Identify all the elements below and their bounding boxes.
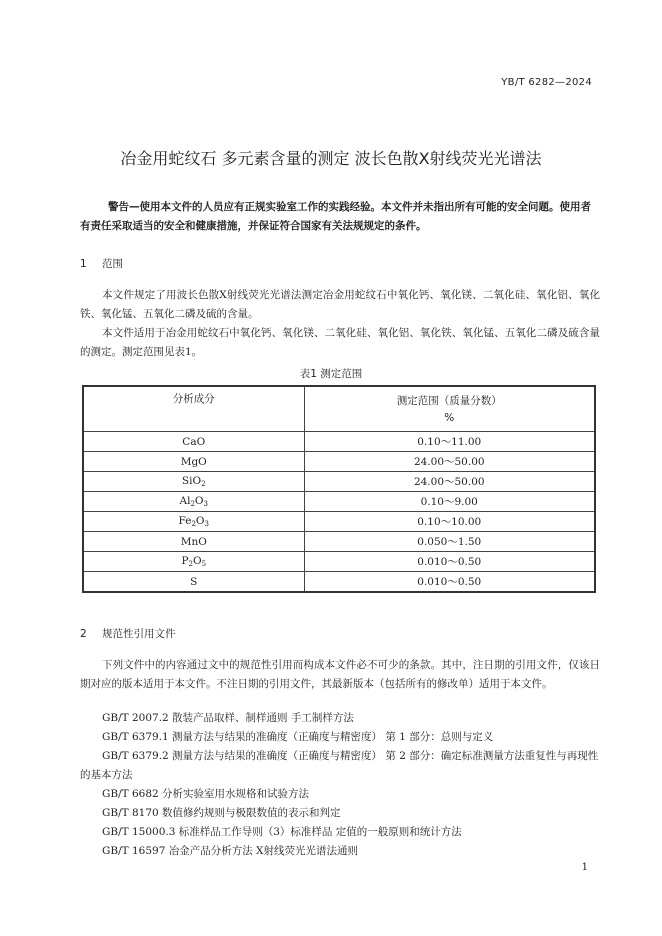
section-2-title: 规范性引用文件 [102, 628, 176, 640]
list-item: GB/T 2007.2 散装产品取样、制样通则 手工制样方法 [102, 712, 354, 724]
formula-base: Fe [178, 515, 192, 527]
cell-component: MgO [83, 452, 304, 472]
table-row [83, 552, 595, 572]
references-intro: 下列文件中的内容通过文中的规范性引用而构成本文件必不可少的条款。其中，注日期的引用文件，仅该日期对应的版本适用于本文件。不注日期的引用文件，其最新版本（包括所有的修改单）适用于本文件。 [80, 659, 600, 690]
cell-range: 24.00～50.00 [304, 472, 595, 492]
cell-component: S [83, 572, 304, 593]
formula-sub: 2 [188, 560, 193, 568]
safety-warning: 警告—使用本文件的人员应有正规实验室工作的实践经验。本文件并未指出所有可能的安全问题。使用者有责任采取适当的安全和健康措施，并保证符合国家有关法规规定的条件。 [80, 201, 591, 232]
page-number: 1 [581, 862, 588, 873]
header-range-line1: 测定范围（质量分数） [396, 395, 502, 407]
cell-component [83, 512, 304, 532]
cell-component [83, 472, 304, 492]
formula-sub: 2 [201, 480, 206, 488]
header-component-label: 分析成分 [172, 393, 215, 405]
formula-sub: 2 [190, 500, 195, 508]
formula-mid: O [194, 495, 204, 507]
formula-sub: 3 [204, 520, 209, 528]
scope-paragraph-2: 本文件适用于冶金用蛇纹石中氧化钙、氧化镁、二氧化硅、氧化铝、氧化铁、氧化锰、五氧化二磷及硫含量的测定。测定范围见表1。 [80, 327, 600, 358]
table-row [83, 472, 595, 492]
cell-component [83, 552, 304, 572]
table-caption: 表1 测定范围 [299, 368, 363, 380]
section-2-number: 2 [80, 628, 87, 640]
formula-sub: 3 [203, 500, 208, 508]
cell-range: 0.050～1.50 [304, 532, 595, 552]
formula-base: P [181, 555, 189, 567]
cell-range: 24.00～50.00 [304, 452, 595, 472]
section-1-title: 范围 [102, 258, 123, 270]
table-row [83, 492, 595, 512]
cell-range: 0.010～0.50 [304, 552, 595, 572]
list-item: GB/T 6379.1 测量方法与结果的准确度（正确度与精密度） 第 1 部分：总则与定义 [102, 731, 494, 743]
formula-base: SiO [181, 475, 202, 487]
cell-range: 0.10～9.00 [304, 492, 595, 512]
list-item: GB/T 6379.2 测量方法与结果的准确度（正确度与精密度） 第 2 部分：确定标准测量方法重复性与再现性的基本方法 [80, 750, 599, 781]
table-row [83, 512, 595, 532]
table-row [83, 432, 595, 452]
reference-list [80, 709, 600, 861]
section-1-heading [80, 256, 123, 271]
measurement-range-table [82, 385, 596, 593]
list-item: GB/T 8170 数值修约规则与极限数值的表示和判定 [102, 807, 341, 819]
table-row [83, 572, 595, 593]
list-item: GB/T 16597 冶金产品分析方法 X射线荧光光谱法通则 [102, 845, 359, 857]
section-2-heading [80, 626, 176, 641]
list-item: GB/T 6682 分析实验室用水规格和试验方法 [102, 788, 310, 800]
formula-mid: O [192, 555, 202, 567]
standard-number: YB/T 6282—2024 [501, 77, 592, 88]
document-title: 冶金用蛇纹石 多元素含量的测定 波长色散X射线荧光光谱法 [120, 149, 542, 168]
cell-component [83, 492, 304, 512]
formula-sub: 5 [201, 560, 207, 568]
header-range [304, 386, 595, 432]
table-header-row [83, 386, 595, 432]
formula-base: Al [179, 495, 191, 507]
list-item: GB/T 15000.3 标准样品工作导则（3）标准样品 定值的一般原则和统计方法 [102, 826, 462, 838]
header-range-unit: % [444, 412, 455, 424]
cell-range: 0.010～0.50 [304, 572, 595, 593]
cell-range: 0.10～11.00 [304, 432, 595, 452]
header-component [83, 386, 304, 432]
formula-mid: O [195, 515, 205, 527]
section-1-number: 1 [80, 258, 87, 270]
table-row [83, 532, 595, 552]
cell-component: CaO [83, 432, 304, 452]
formula-sub: 2 [191, 520, 196, 528]
cell-component: MnO [83, 532, 304, 552]
scope-paragraph-1: 本文件规定了用波长色散X射线荧光光谱法测定冶金用蛇纹石中氧化钙、氧化镁、二氧化硅、氧化铝、氧化铁、氧化锰、五氧化二磷及硫的含量。 [80, 289, 600, 320]
cell-range: 0.10～10.00 [304, 512, 595, 532]
table-row [83, 452, 595, 472]
